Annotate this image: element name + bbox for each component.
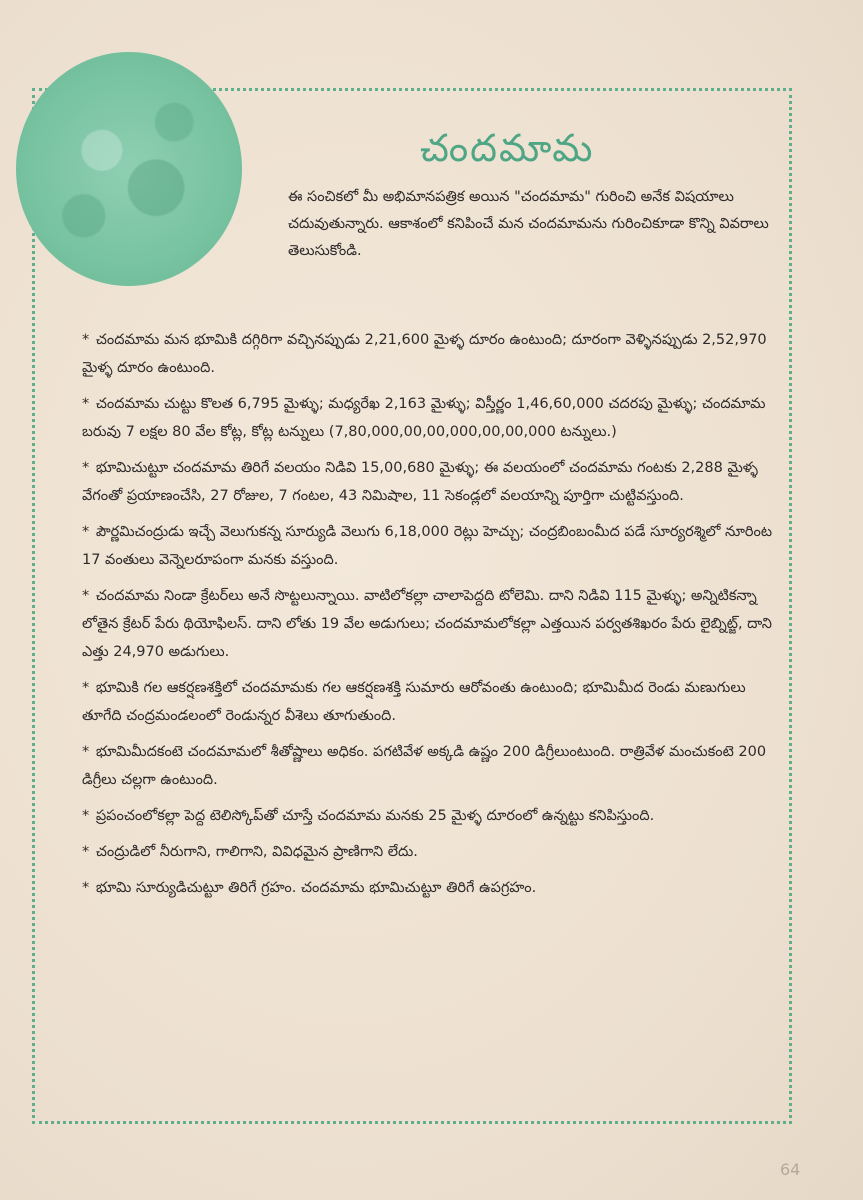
fact-text: చందమామ నిండా క్రేటర్‌లు అనే సొట్టలున్నాయి. వాటిలోకల్లా చాలాపెద్దది టోలెమి. దాని నిడివి 115 మైళ్ళు; అన్నిటికన్నా లోతైన క్రేటర్ పేరు థియోఫిలస్. దాని లోతు 19 వేల అడుగులు; చందమామలోకల్లా ఎత్తయిన పర్వతశిఖరం పేరు లైబ్నిట్జ్, దాని ఎత్తు 24,970 అడుగులు. xyxy=(82,588,772,660)
facts-list xyxy=(82,326,782,910)
fact-text: భూమి సూర్యుడిచుట్టూ తిరిగే గ్రహం. చందమామ భూమిచుట్టూ తిరిగే ఉపగ్రహం. xyxy=(95,880,537,896)
bullet-star: * xyxy=(82,460,90,476)
fact-text: భూమికి గల ఆకర్షణశక్తిలో చందమామకు గల ఆకర్షణశక్తి సుమారు ఆరోవంతు ఉంటుంది; భూమిమీద రెండు మణుగులు తూగేది చంద్రమండలంలో రెండున్నర వీశెలు తూగుతుంది. xyxy=(82,680,746,724)
bullet-star: * xyxy=(82,680,90,696)
fact-paragraph xyxy=(82,390,782,446)
fact-paragraph xyxy=(82,738,782,794)
bullet-star: * xyxy=(82,396,90,412)
fact-text: చందమామ చుట్టు కొలత 6,795 మైళ్ళు; మధ్యరేఖ 2,163 మైళ్ళు; విస్తీర్ణం 1,46,60,000 చదరపు మైళ్ళు; చందమామ బరువు 7 లక్షల 80 వేల కోట్ల, కోట్ల టన్నులు (7,80,000,00,00,000,00,00,000 టన్నులు.) xyxy=(82,396,766,440)
fact-paragraph xyxy=(82,802,782,830)
fact-text: భూమిమీదకంటె చందమామలో శీతోష్ణాలు అధికం. పగటివేళ అక్కడి ఉష్ణం 200 డిగ్రీలుంటుంది. రాత్రివేళ మంచుకంటె 200 డిగ్రీలు చల్లగా ఉంటుంది. xyxy=(82,744,767,788)
bullet-star: * xyxy=(82,332,90,348)
fact-text: పౌర్ణమిచంద్రుడు ఇచ్చే వెలుగుకన్న సూర్యుడి వెలుగు 6,18,000 రెట్లు హెచ్చు; చంద్రబింబంమీద పడే సూర్యరశ్మిలో నూరింట 17 వంతులు వెన్నెలరూపంగా మనకు వస్తుంది. xyxy=(82,524,773,568)
bullet-star: * xyxy=(82,880,90,896)
fact-text: చందమామ మన భూమికి దగ్గిరిగా వచ్చినప్పుడు 2,21,600 మైళ్ళ దూరం ఉంటుంది; దూరంగా వెళ్ళినప్పుడు 2,52,970 మైళ్ళ దూరం ఉంటుంది. xyxy=(82,332,767,376)
page-title: చందమామ xyxy=(420,126,595,170)
fact-paragraph xyxy=(82,674,782,730)
fact-paragraph xyxy=(82,454,782,510)
fact-paragraph xyxy=(82,874,782,902)
fact-text: ప్రపంచంలోకల్లా పెద్ద టెలిస్కోప్‌తో చూస్తే చందమామ మనకు 25 మైళ్ళ దూరంలో ఉన్నట్టు కనిపిస్తుంది. xyxy=(95,808,655,824)
bullet-star: * xyxy=(82,808,90,824)
bullet-star: * xyxy=(82,588,90,604)
bullet-star: * xyxy=(82,744,90,760)
page-number: 64 xyxy=(780,1160,801,1179)
bullet-star: * xyxy=(82,844,90,860)
fact-paragraph xyxy=(82,838,782,866)
dotted-border-right xyxy=(789,88,792,1118)
moon-illustration xyxy=(16,52,242,286)
fact-paragraph xyxy=(82,518,782,574)
intro-text: ఈ సంచికలో మీ అభిమానపత్రిక అయిన "చందమామ" గురించి అనేక విషయాలు చదువుతున్నారు. ఆకాశంలో కనిపించే మన చందమామను గురించికూడా కొన్ని వివరాలు తెలుసుకోండి. xyxy=(288,189,769,259)
fact-text: చంద్రుడిలో నీరుగాని, గాలిగాని, వివిధమైన ప్రాణిగాని లేదు. xyxy=(95,844,418,860)
dotted-border-left xyxy=(32,88,35,1118)
fact-paragraph xyxy=(82,326,782,382)
bullet-star: * xyxy=(82,524,90,540)
fact-paragraph xyxy=(82,582,782,666)
fact-text: భూమిచుట్టూ చందమామ తిరిగే వలయం నిడివి 15,00,680 మైళ్ళు; ఈ వలయంలో చందమామ గంటకు 2,288 మైళ్ళ వేగంతో ప్రయాణంచేసి, 27 రోజుల, 7 గంటల, 43 నిమిషాల, 11 సెకండ్లలో వలయాన్ని పూర్తిగా చుట్టివస్తుంది. xyxy=(82,460,759,504)
